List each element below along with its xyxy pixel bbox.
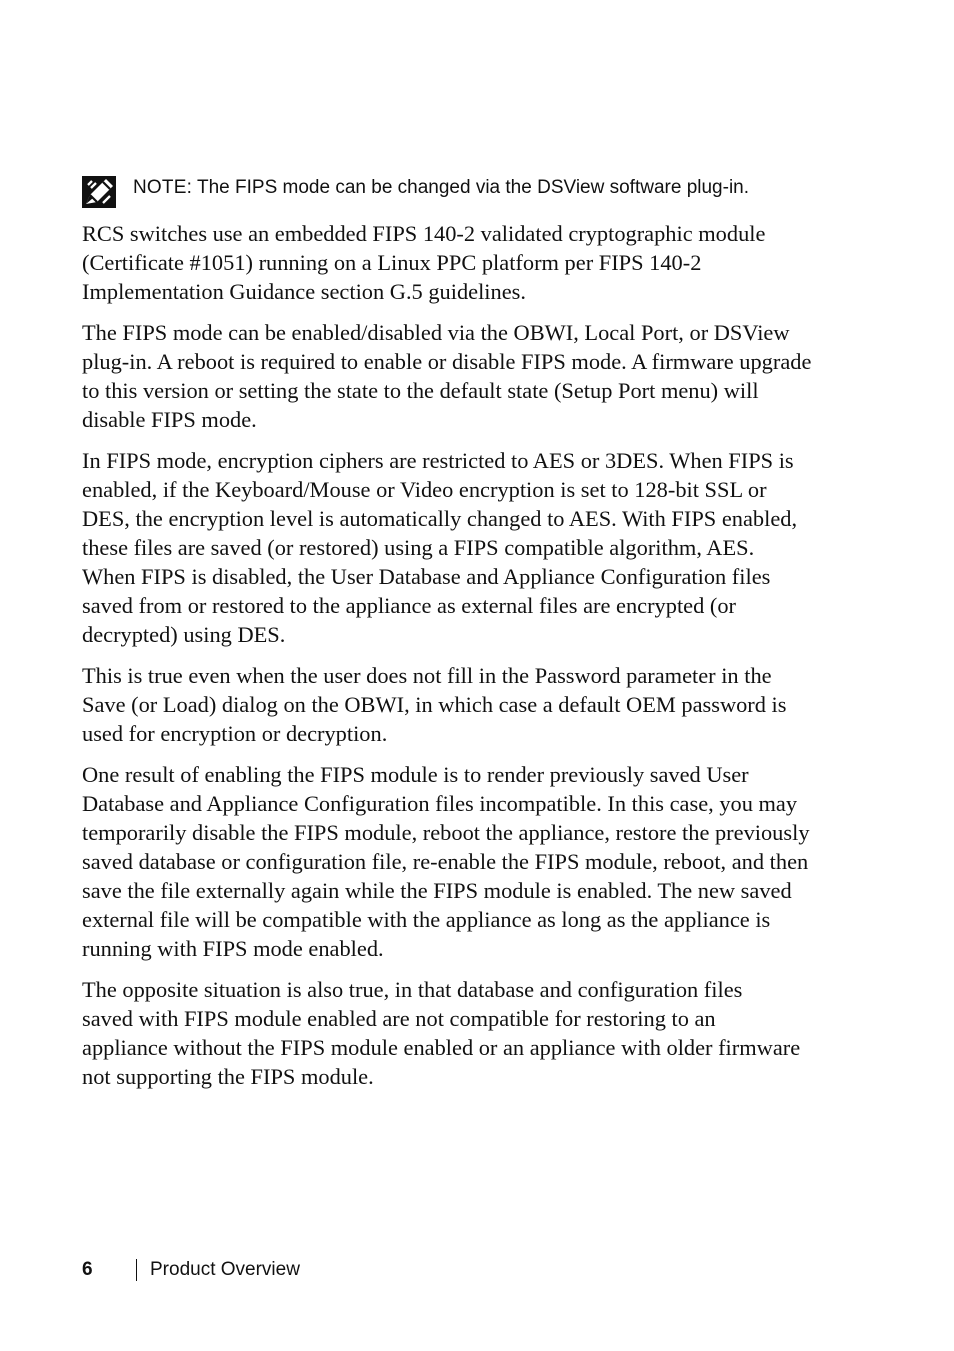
paragraph-password-parameter bbox=[82, 661, 857, 748]
document-body bbox=[82, 219, 857, 1103]
page-number: 6 bbox=[82, 1259, 93, 1280]
pencil-note-icon bbox=[82, 176, 116, 208]
footer-divider bbox=[136, 1259, 137, 1281]
text-line: external file will be compatible with the appliance as long as the appliance is bbox=[82, 907, 771, 932]
text-line: decrypted) using DES. bbox=[82, 622, 286, 647]
text-line: enabled, if the Keyboard/Mouse or Video encryption is set to 128-bit SSL or bbox=[82, 477, 767, 502]
paragraph-opposite-situation bbox=[82, 975, 857, 1091]
text-line: When FIPS is disabled, the User Database and Appliance Configuration files bbox=[82, 564, 771, 589]
text-line: The FIPS mode can be enabled/disabled via the OBWI, Local Port, or DSView bbox=[82, 320, 790, 345]
note-label: NOTE: bbox=[133, 177, 193, 198]
text-line: disable FIPS mode. bbox=[82, 407, 257, 432]
note-callout bbox=[82, 175, 862, 209]
text-line: these files are saved (or restored) using a FIPS compatible algorithm, AES. bbox=[82, 535, 755, 560]
text-line: Save (or Load) dialog on the OBWI, in which case a default OEM password is bbox=[82, 692, 787, 717]
text-line: to this version or setting the state to the default state (Setup Port menu) will bbox=[82, 378, 759, 403]
text-line: Database and Appliance Configuration files incompatible. In this case, you may bbox=[82, 791, 798, 816]
text-line: DES, the encryption level is automatically changed to AES. With FIPS enabled, bbox=[82, 506, 798, 531]
text-line: RCS switches use an embedded FIPS 140-2 validated cryptographic module bbox=[82, 221, 766, 246]
text-line: One result of enabling the FIPS module is to render previously saved User bbox=[82, 762, 749, 787]
section-title: Product Overview bbox=[150, 1259, 300, 1280]
text-line: Implementation Guidance section G.5 guidelines. bbox=[82, 279, 526, 304]
paragraph-fips-module bbox=[82, 219, 857, 306]
text-line: appliance without the FIPS module enabled or an appliance with older firmware bbox=[82, 1035, 801, 1060]
text-line: In FIPS mode, encryption ciphers are restricted to AES or 3DES. When FIPS is bbox=[82, 448, 794, 473]
paragraph-enable-disable bbox=[82, 318, 857, 434]
text-line: The opposite situation is also true, in that database and configuration files bbox=[82, 977, 743, 1002]
text-line: This is true even when the user does not fill in the Password parameter in the bbox=[82, 663, 772, 688]
text-line: saved database or configuration file, re-enable the FIPS module, reboot, and then bbox=[82, 849, 809, 874]
note-text bbox=[133, 177, 749, 199]
note-message: The FIPS mode can be changed via the DSView software plug-in. bbox=[197, 177, 750, 198]
text-line: saved from or restored to the appliance as external files are encrypted (or bbox=[82, 593, 737, 618]
text-line: save the file externally again while the FIPS module is enabled. The new saved bbox=[82, 878, 792, 903]
text-line: (Certificate #1051) running on a Linux PPC platform per FIPS 140-2 bbox=[82, 250, 702, 275]
paragraph-compatibility bbox=[82, 760, 857, 963]
text-line: plug-in. A reboot is required to enable or disable FIPS mode. A firmware upgrade bbox=[82, 349, 812, 374]
paragraph-encryption-ciphers bbox=[82, 446, 857, 649]
text-line: saved with FIPS module enabled are not compatible for restoring to an bbox=[82, 1006, 716, 1031]
text-line: not supporting the FIPS module. bbox=[82, 1064, 374, 1089]
text-line: used for encryption or decryption. bbox=[82, 721, 388, 746]
text-line: running with FIPS mode enabled. bbox=[82, 936, 384, 961]
text-line: temporarily disable the FIPS module, reboot the appliance, restore the previously bbox=[82, 820, 810, 845]
